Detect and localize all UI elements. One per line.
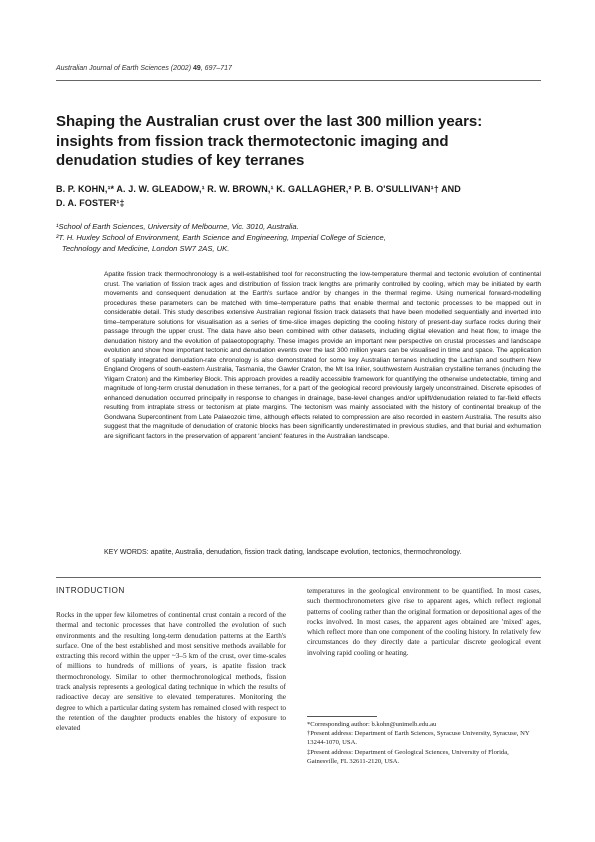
introduction-paragraph-continued: temperatures in the geological environment to be quantified. In most cases, such thermochronometers give rise to apparent ages, which reflect regional patterns of cooling rather than the original formation or depositional ages of the rocks involved. In most cases, the apparent ages obtained are 'mixed' ages, which reflect more than one component of the cooling history. In relatively few circumstances do they directly date a particular discrete geological event involving rapid cooling or heating. bbox=[307, 586, 541, 657]
keywords-text: apatite, Australia, denudation, fission track dating, landscape evolution, tectonics, thermochronology. bbox=[150, 549, 462, 556]
journal-reference bbox=[56, 65, 232, 72]
journal-pages: , 697–717 bbox=[200, 65, 232, 72]
journal-name: Australian Journal of Earth Sciences bbox=[56, 65, 169, 72]
right-column bbox=[307, 586, 541, 658]
section-heading-introduction: INTRODUCTION bbox=[56, 586, 125, 595]
footnotes bbox=[307, 720, 541, 766]
keywords bbox=[104, 548, 541, 558]
keywords-label: KEY WORDS: bbox=[104, 549, 149, 556]
affiliation-line: Technology and Medicine, London SW7 2AS, UK. bbox=[62, 244, 230, 254]
title-line: Shaping the Australian crust over the last 300 million years: bbox=[56, 113, 483, 130]
article-title bbox=[56, 112, 526, 171]
affiliation-line: ¹School of Earth Sciences, University of Melbourne, Vic. 3010, Australia. bbox=[56, 222, 299, 231]
author-list bbox=[56, 182, 526, 210]
journal-volume: 49 bbox=[192, 65, 201, 72]
author-line: D. A. FOSTER¹‡ bbox=[56, 198, 125, 208]
affiliations bbox=[56, 221, 486, 255]
introduction-paragraph: Rocks in the upper few kilometres of continental crust contain a record of the thermal and tectonic processes that have controlled the evolution of such environments and the resulting long-term denudation patterns at the Earth's surface. One of the best established and most sensitive methods available for extracting this record within the upper ~3–5 km of the crust, over time-scales of millions to hundreds of millions of years, is apatite fission track thermochronology. Similar to other thermochronological methods, fission track analysis represents a geological dating technique in which the results of radioactive decay are sensitive to elevated temperatures. Monitoring the degree to which a particular dating system has remained closed with respect to the retention of the daughter products enables the history of exposure to elevated bbox=[56, 610, 286, 733]
footnote-present-address: ‡Present address: Department of Geological Sciences, University of Florida, Gainesville, FL 32611-2120, USA. bbox=[307, 748, 509, 765]
author-line: B. P. KOHN,¹* A. J. W. GLEADOW,¹ R. W. BROWN,¹ K. GALLAGHER,² P. B. O'SULLIVAN¹† AND bbox=[56, 184, 461, 194]
footnote-corresponding-author: *Corresponding author: b.kohn@unimelb.edu.au bbox=[307, 721, 437, 728]
abstract: Apatite fission track thermochronology is a well-established tool for reconstructing the low-temperature thermal and tectonic evolution of continental crust. The variation of fission track ages and distribution of fission track lengths are primarily controlled by cooling, which may be initiated by earth movements and consequent denudation at the Earth's surface and/or by changes in the thermal regime. Using numerical forward-modelling procedures these parameters can be matched with time–temperature paths that enable thermal and tectonic processes to be mapped out in considerable detail. This study describes extensive Australian regional fission track datasets that have been modelled sequentially and inverted into time–temperature solutions for visualisation as a series of time-slice images depicting the cooling history of present-day surface rocks during their passage through the upper crust. The data have also been combined with other datasets, including digital elevation and heat flow, to image the denudation history and the evolution of palaeotopography. These images provide an important new perspective on crustal processes and landscape evolution and show how important tectonic and denudation events over the last 300 million years can be visualised in time and space. The application of spatially integrated denudation-rate chronology is also demonstrated for some key Australian terranes including the Lachlan and southern New England Orogens of south-eastern Australia, Tasmania, the Gawler Craton, the Mt Isa Inlier, southwestern Australian crystalline terranes (including the Yilgarn Craton) and the Kimberley Block. This approach provides a readily accessible framework for quantifying the otherwise undetectable, timing and magnitude of long-term crustal denudation in these terranes, for a part of the geological record previously largely unconstrained. Discrete episodes of enhanced denudation occurred principally in response to changes in drainage, base-level changes and/or uplift/denudation related to far-field effects resulting from intraplate stress or tectonism at plate margins. The tectonism was mainly associated with the history of continental breakup of the Gondwana Supercontinent from Late Palaeozoic time, although effects related to compression are also recorded in eastern Australia. The results also suggest that the magnitude of denudation of cratonic blocks has been significantly underestimated in previous studies, and that burial and exhumation are significant factors in the preservation of apparent 'ancient' features in the Australian landscape. bbox=[104, 271, 541, 440]
title-line: denudation studies of key terranes bbox=[56, 152, 305, 169]
left-column bbox=[56, 586, 286, 734]
footnote-present-address: †Present address: Department of Earth Sciences, Syracuse University, Syracuse, NY 13244-1070, USA. bbox=[307, 730, 530, 747]
journal-year: (2002) bbox=[170, 65, 192, 72]
affiliation-line: ²T. H. Huxley School of Environment, Earth Science and Engineering, Imperial College of Science, bbox=[56, 233, 386, 243]
section-rule bbox=[56, 577, 541, 578]
footnote-rule bbox=[307, 716, 377, 717]
title-line: insights from fission track thermotectonic imaging and bbox=[56, 132, 449, 150]
header-rule bbox=[56, 80, 541, 81]
